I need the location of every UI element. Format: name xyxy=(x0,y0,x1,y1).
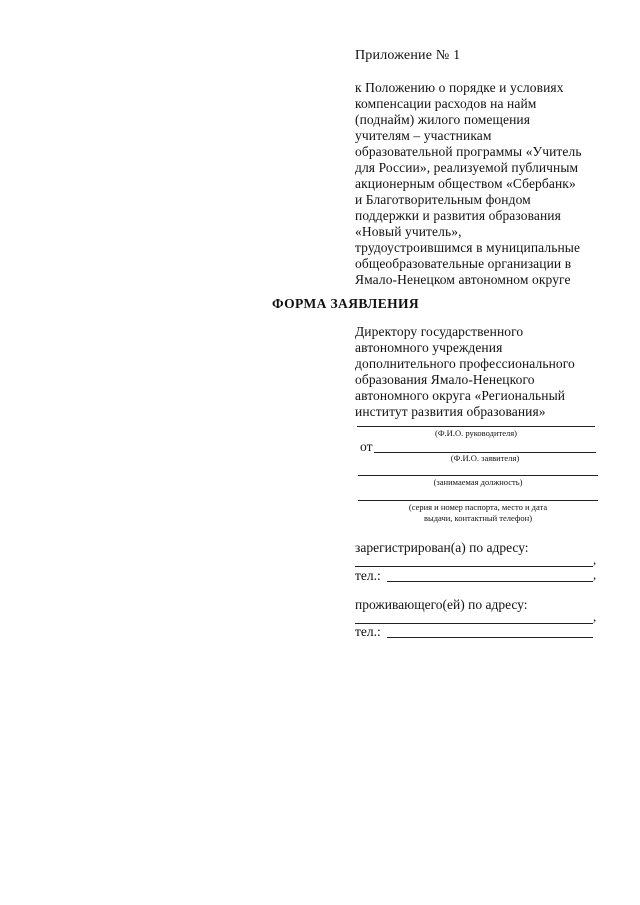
position-caption: (занимаемая должность) xyxy=(433,477,523,487)
phone-label: тел.: xyxy=(355,568,381,583)
appendix-line: и Благотворительным фондом xyxy=(355,192,531,207)
phone-comma: , xyxy=(593,567,597,582)
addressee-line: автономного округа «Региональный xyxy=(355,388,566,403)
addressee-line: Директору государственного xyxy=(355,324,524,339)
registered-address-line[interactable] xyxy=(355,566,593,567)
appendix-line: образовательной программы «Учитель xyxy=(355,144,582,159)
appendix-line: общеобразовательные организации в xyxy=(355,256,572,271)
appendix-line: к Положению о порядке и условиях xyxy=(355,80,564,95)
director-name-line[interactable] xyxy=(357,426,595,427)
appendix-title: Приложение № 1 xyxy=(355,48,461,63)
addressee-line: институт развития образования» xyxy=(355,404,546,419)
passport-line[interactable] xyxy=(358,500,598,501)
phone-line-residing[interactable] xyxy=(387,637,593,638)
passport-caption: (серия и номер паспорта, место и дата xyxy=(408,502,548,512)
appendix-line: поддержки и развития образования xyxy=(355,208,561,223)
phone-label-residing: тел.: xyxy=(355,624,381,639)
appendix-line: компенсации расходов на найм xyxy=(355,96,537,111)
from-label: от xyxy=(360,439,373,454)
director-caption: (Ф.И.О. руководителя) xyxy=(435,428,517,438)
addressee-line: образования Ямало-Ненецкого xyxy=(355,372,535,387)
residing-address-line[interactable] xyxy=(355,623,593,624)
appendix-line: учителям – участникам xyxy=(355,128,492,143)
position-line[interactable] xyxy=(358,475,598,476)
applicant-caption: (Ф.И.О. заявителя) xyxy=(450,453,520,463)
addressee-line: автономного учреждения xyxy=(355,340,503,355)
passport-caption-continued: выдачи, контактный телефон) xyxy=(423,513,533,523)
phone-line[interactable] xyxy=(387,581,593,582)
form-title: ФОРМА ЗАЯВЛЕНИЯ xyxy=(272,296,420,311)
appendix-line: для России», реализуемой публичным xyxy=(355,160,579,175)
appendix-line: «Новый учитель», xyxy=(355,224,462,239)
appendix-line: трудоустроившимся в муниципальные xyxy=(355,240,581,255)
residing-address-label: проживающего(ей) по адресу: xyxy=(355,597,528,612)
registered-address-label: зарегистрирован(а) по адресу: xyxy=(355,540,529,555)
appendix-line: акционерным обществом «Сбербанк» xyxy=(355,176,576,191)
appendix-line: Ямало-Ненецком автономном округе xyxy=(355,272,571,287)
registered-address-comma: , xyxy=(593,552,597,567)
appendix-line: (поднайм) жилого помещения xyxy=(355,112,531,127)
residing-address-comma: , xyxy=(593,609,597,624)
addressee-line: дополнительного профессионального xyxy=(355,356,575,371)
